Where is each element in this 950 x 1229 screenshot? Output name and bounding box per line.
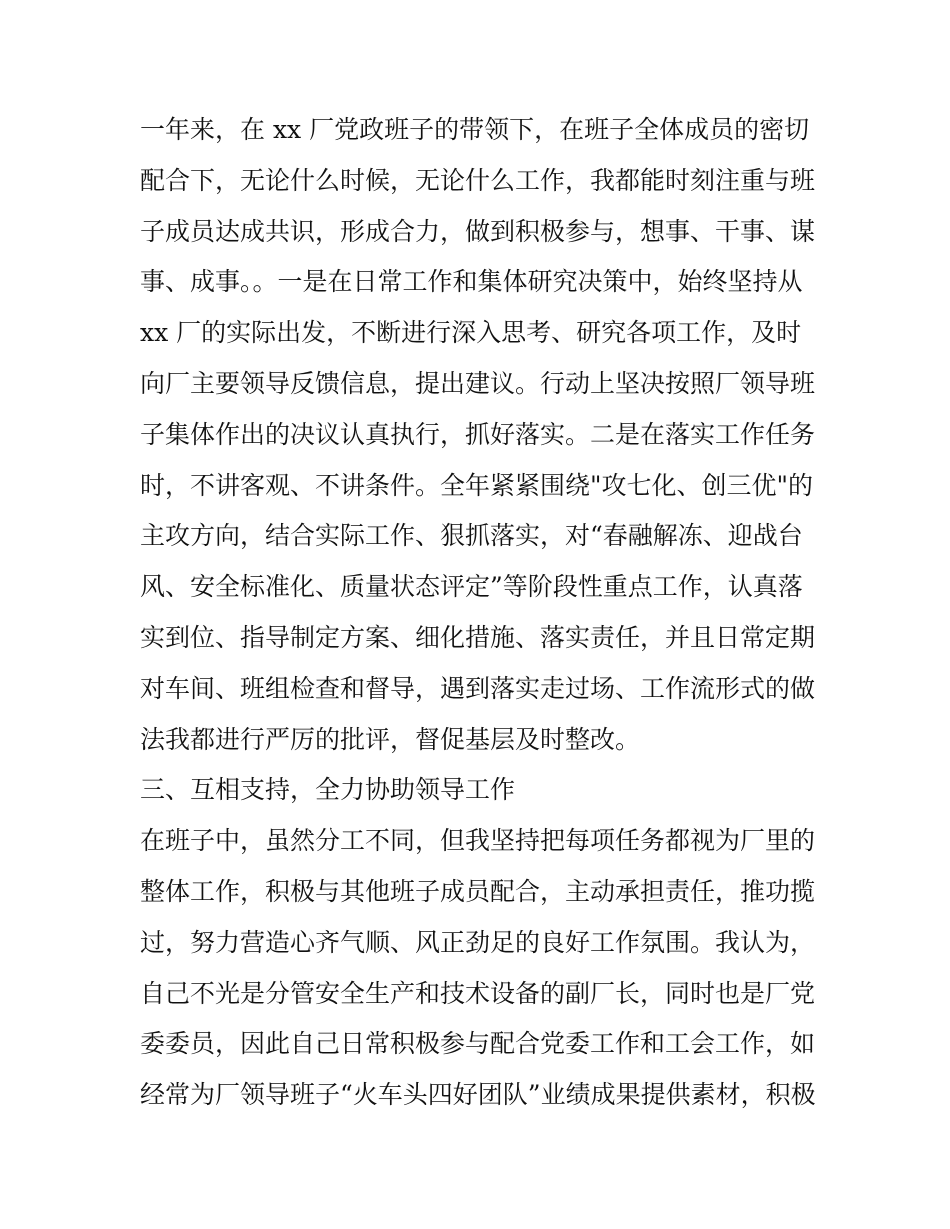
text-line-18: 自己不光是分管安全生产和技术设备的副厂长，同时也是厂党 bbox=[140, 978, 816, 1008]
text-line-17: 过，努力营造心齐气顺、风正劲足的良好工作氛围。我认为， bbox=[140, 927, 816, 957]
text-line-3: 子成员达成共识，形成合力，做到积极参与，想事、干事、谋 bbox=[140, 216, 816, 246]
text-line-9: 主攻方向，结合实际工作、狠抓落实，对“春融解冻、迎战台 bbox=[140, 521, 803, 551]
text-line-6: 向厂主要领导反馈信息，提出建议。行动上坚决按照厂领导班 bbox=[140, 368, 816, 398]
text-line-12: 对车间、班组检查和督导，遇到落实走过场、工作流形式的做 bbox=[140, 673, 816, 703]
text-line-19: 委委员，因此自己日常积极参与配合党委工作和工会工作，如 bbox=[140, 1029, 816, 1059]
text-line-1: 一年来，在 xx 厂党政班子的带领下，在班子全体成员的密切 bbox=[140, 115, 810, 144]
text-line-4: 事、成事。。一是在日常工作和集体研究决策中，始终坚持从 bbox=[140, 267, 803, 297]
text-line-5: xx 厂的实际出发，不断进行深入思考、研究各项工作，及时 bbox=[140, 318, 802, 348]
text-line-2: 配合下，无论什么时候，无论什么工作，我都能时刻注重与班 bbox=[140, 165, 816, 195]
text-line-16: 整体工作，积极与其他班子成员配合，主动承担责任，推功揽 bbox=[140, 876, 816, 906]
text-line-13: 法我都进行严厉的批评，督促基层及时整改。 bbox=[140, 724, 641, 754]
section-heading: 三、互相支持，全力协助领导工作 bbox=[140, 775, 516, 805]
text-line-10: 风、安全标准化、质量状态评定”等阶段性重点工作，认真落 bbox=[140, 572, 803, 602]
text-line-15: 在班子中，虽然分工不同，但我坚持把每项任务都视为厂里的 bbox=[140, 826, 816, 856]
text-line-7: 子集体作出的决议认真执行，抓好落实。二是在落实工作任务 bbox=[140, 419, 816, 449]
text-line-11: 实到位、指导制定方案、细化措施、落实责任，并且日常定期 bbox=[140, 622, 816, 652]
body-text bbox=[140, 105, 820, 1121]
text-line-8: 时，不讲客观、不讲条件。全年紧紧围绕"攻七化、创三优"的 bbox=[140, 470, 814, 500]
text-line-20: 经常为厂领导班子“火车头四好团队”业绩成果提供素材，积极 bbox=[140, 1080, 816, 1110]
